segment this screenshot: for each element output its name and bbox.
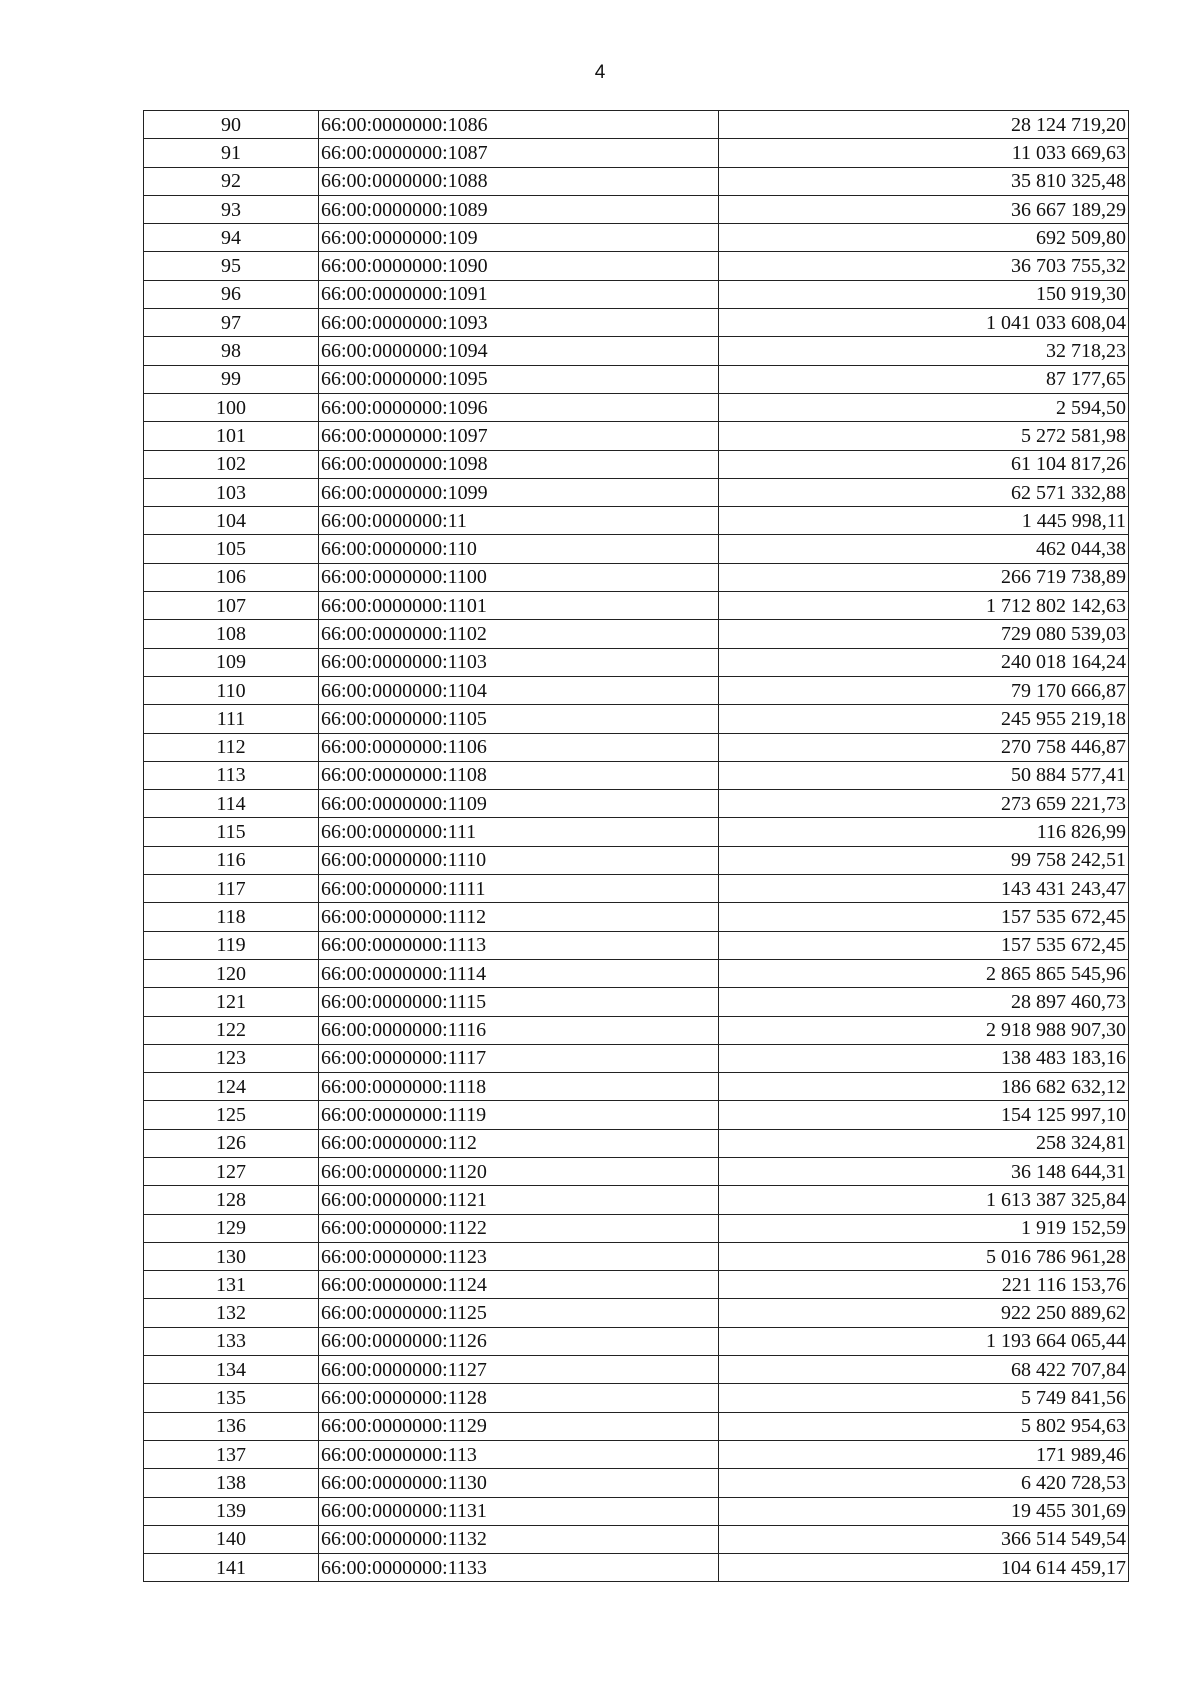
table-row (144, 1412, 1129, 1440)
cadastral-value-cell: 5 272 581,98 (719, 422, 1129, 450)
cadastral-number-cell: 66:00:0000000:1121 (319, 1186, 719, 1214)
cadastral-number-cell: 66:00:0000000:1108 (319, 761, 719, 789)
cadastral-value-cell: 186 682 632,12 (719, 1073, 1129, 1101)
cadastral-number-cell: 66:00:0000000:1114 (319, 959, 719, 987)
cadastral-value-cell: 50 884 577,41 (719, 761, 1129, 789)
cadastral-value-cell: 36 148 644,31 (719, 1157, 1129, 1185)
table-row (144, 1242, 1129, 1270)
row-number-cell: 115 (144, 818, 319, 846)
cadastral-number-cell: 66:00:0000000:1120 (319, 1157, 719, 1185)
cadastral-number-cell: 66:00:0000000:1126 (319, 1327, 719, 1355)
table-row (144, 818, 1129, 846)
cadastral-value-table (143, 110, 1129, 1582)
row-number-cell: 135 (144, 1384, 319, 1412)
cadastral-number-cell: 66:00:0000000:1101 (319, 592, 719, 620)
cadastral-number-cell: 66:00:0000000:1124 (319, 1271, 719, 1299)
cadastral-number-cell: 66:00:0000000:1118 (319, 1073, 719, 1101)
cadastral-number-cell: 66:00:0000000:1119 (319, 1101, 719, 1129)
row-number-cell: 133 (144, 1327, 319, 1355)
row-number-cell: 130 (144, 1242, 319, 1270)
row-number-cell: 126 (144, 1129, 319, 1157)
cadastral-value-cell: 1 712 802 142,63 (719, 592, 1129, 620)
row-number-cell: 107 (144, 592, 319, 620)
row-number-cell: 104 (144, 507, 319, 535)
cadastral-number-cell: 66:00:0000000:1091 (319, 280, 719, 308)
cadastral-number-cell: 66:00:0000000:1123 (319, 1242, 719, 1270)
row-number-cell: 111 (144, 705, 319, 733)
row-number-cell: 128 (144, 1186, 319, 1214)
cadastral-number-cell: 66:00:0000000:1132 (319, 1525, 719, 1553)
cadastral-number-cell: 66:00:0000000:1096 (319, 393, 719, 421)
cadastral-number-cell: 66:00:0000000:1122 (319, 1214, 719, 1242)
row-number-cell: 120 (144, 959, 319, 987)
cadastral-value-cell: 1 613 387 325,84 (719, 1186, 1129, 1214)
table-row (144, 535, 1129, 563)
cadastral-value-cell: 273 659 221,73 (719, 790, 1129, 818)
table-row (144, 875, 1129, 903)
cadastral-number-cell: 66:00:0000000:109 (319, 224, 719, 252)
row-number-cell: 109 (144, 648, 319, 676)
table-row (144, 1101, 1129, 1129)
page-number: 4 (594, 62, 606, 83)
row-number-cell: 118 (144, 903, 319, 931)
table-row (144, 1525, 1129, 1553)
row-number-cell: 92 (144, 167, 319, 195)
table-row (144, 988, 1129, 1016)
cadastral-number-cell: 66:00:0000000:1103 (319, 648, 719, 676)
cadastral-number-cell: 66:00:0000000:1100 (319, 563, 719, 591)
table-row (144, 450, 1129, 478)
cadastral-value-cell: 5 016 786 961,28 (719, 1242, 1129, 1270)
table-row (144, 620, 1129, 648)
cadastral-value-cell: 221 116 153,76 (719, 1271, 1129, 1299)
cadastral-value-cell: 28 124 719,20 (719, 111, 1129, 139)
cadastral-value-cell: 116 826,99 (719, 818, 1129, 846)
cadastral-number-cell: 66:00:0000000:1127 (319, 1356, 719, 1384)
table-row (144, 195, 1129, 223)
cadastral-value-cell: 19 455 301,69 (719, 1497, 1129, 1525)
cadastral-number-cell: 66:00:0000000:1102 (319, 620, 719, 648)
table-row (144, 309, 1129, 337)
row-number-cell: 102 (144, 450, 319, 478)
cadastral-number-cell: 66:00:0000000:112 (319, 1129, 719, 1157)
cadastral-value-cell: 62 571 332,88 (719, 478, 1129, 506)
row-number-cell: 96 (144, 280, 319, 308)
cadastral-value-cell: 2 918 988 907,30 (719, 1016, 1129, 1044)
table-row (144, 252, 1129, 280)
cadastral-value-cell: 366 514 549,54 (719, 1525, 1129, 1553)
row-number-cell: 117 (144, 875, 319, 903)
cadastral-number-cell: 66:00:0000000:1106 (319, 733, 719, 761)
cadastral-value-cell: 143 431 243,47 (719, 875, 1129, 903)
table-row (144, 846, 1129, 874)
cadastral-value-cell: 270 758 446,87 (719, 733, 1129, 761)
table-row (144, 224, 1129, 252)
row-number-cell: 119 (144, 931, 319, 959)
row-number-cell: 124 (144, 1073, 319, 1101)
table-row (144, 422, 1129, 450)
cadastral-number-cell: 66:00:0000000:111 (319, 818, 719, 846)
cadastral-number-cell: 66:00:0000000:1111 (319, 875, 719, 903)
cadastral-number-cell: 66:00:0000000:1095 (319, 365, 719, 393)
row-number-cell: 134 (144, 1356, 319, 1384)
table-row (144, 139, 1129, 167)
table-row (144, 1469, 1129, 1497)
cadastral-value-cell: 171 989,46 (719, 1440, 1129, 1468)
cadastral-value-cell: 154 125 997,10 (719, 1101, 1129, 1129)
cadastral-value-cell: 240 018 164,24 (719, 648, 1129, 676)
cadastral-number-cell: 66:00:0000000:1105 (319, 705, 719, 733)
table-row (144, 1044, 1129, 1072)
cadastral-value-cell: 1 193 664 065,44 (719, 1327, 1129, 1355)
table-row (144, 1497, 1129, 1525)
row-number-cell: 108 (144, 620, 319, 648)
table-row (144, 1073, 1129, 1101)
table-row (144, 167, 1129, 195)
cadastral-value-cell: 138 483 183,16 (719, 1044, 1129, 1072)
table-body (144, 111, 1129, 1582)
row-number-cell: 116 (144, 846, 319, 874)
cadastral-number-cell: 66:00:0000000:1109 (319, 790, 719, 818)
table-row (144, 592, 1129, 620)
table-row (144, 676, 1129, 704)
table-row (144, 1327, 1129, 1355)
cadastral-value-cell: 729 080 539,03 (719, 620, 1129, 648)
row-number-cell: 131 (144, 1271, 319, 1299)
cadastral-number-cell: 66:00:0000000:1116 (319, 1016, 719, 1044)
cadastral-number-cell: 66:00:0000000:1128 (319, 1384, 719, 1412)
cadastral-value-cell: 32 718,23 (719, 337, 1129, 365)
row-number-cell: 140 (144, 1525, 319, 1553)
row-number-cell: 97 (144, 309, 319, 337)
row-number-cell: 132 (144, 1299, 319, 1327)
cadastral-value-cell: 79 170 666,87 (719, 676, 1129, 704)
cadastral-number-cell: 66:00:0000000:1117 (319, 1044, 719, 1072)
row-number-cell: 129 (144, 1214, 319, 1242)
cadastral-number-cell: 66:00:0000000:1125 (319, 1299, 719, 1327)
row-number-cell: 127 (144, 1157, 319, 1185)
cadastral-number-cell: 66:00:0000000:1110 (319, 846, 719, 874)
row-number-cell: 93 (144, 195, 319, 223)
cadastral-value-cell: 462 044,38 (719, 535, 1129, 563)
row-number-cell: 122 (144, 1016, 319, 1044)
cadastral-number-cell: 66:00:0000000:1104 (319, 676, 719, 704)
cadastral-value-cell: 87 177,65 (719, 365, 1129, 393)
table-row (144, 563, 1129, 591)
cadastral-number-cell: 66:00:0000000:110 (319, 535, 719, 563)
row-number-cell: 141 (144, 1554, 319, 1582)
cadastral-value-cell: 2 594,50 (719, 393, 1129, 421)
table-row (144, 1016, 1129, 1044)
cadastral-number-cell: 66:00:0000000:1131 (319, 1497, 719, 1525)
cadastral-number-cell: 66:00:0000000:1129 (319, 1412, 719, 1440)
table-row (144, 790, 1129, 818)
cadastral-value-cell: 922 250 889,62 (719, 1299, 1129, 1327)
cadastral-number-cell: 66:00:0000000:1086 (319, 111, 719, 139)
table-row (144, 1554, 1129, 1582)
cadastral-number-cell: 66:00:0000000:1094 (319, 337, 719, 365)
row-number-cell: 103 (144, 478, 319, 506)
cadastral-value-cell: 36 667 189,29 (719, 195, 1129, 223)
row-number-cell: 95 (144, 252, 319, 280)
row-number-cell: 110 (144, 676, 319, 704)
cadastral-number-cell: 66:00:0000000:1112 (319, 903, 719, 931)
row-number-cell: 123 (144, 1044, 319, 1072)
cadastral-number-cell: 66:00:0000000:1133 (319, 1554, 719, 1582)
cadastral-value-cell: 266 719 738,89 (719, 563, 1129, 591)
row-number-cell: 136 (144, 1412, 319, 1440)
cadastral-value-cell: 1 445 998,11 (719, 507, 1129, 535)
row-number-cell: 99 (144, 365, 319, 393)
table-row (144, 1356, 1129, 1384)
cadastral-number-cell: 66:00:0000000:1113 (319, 931, 719, 959)
row-number-cell: 90 (144, 111, 319, 139)
table-row (144, 1440, 1129, 1468)
cadastral-value-cell: 104 614 459,17 (719, 1554, 1129, 1582)
cadastral-number-cell: 66:00:0000000:1088 (319, 167, 719, 195)
table-row (144, 393, 1129, 421)
cadastral-number-cell: 66:00:0000000:1115 (319, 988, 719, 1016)
cadastral-value-cell: 2 865 865 545,96 (719, 959, 1129, 987)
cadastral-value-cell: 11 033 669,63 (719, 139, 1129, 167)
table-row (144, 761, 1129, 789)
table-row (144, 1157, 1129, 1185)
table-row (144, 705, 1129, 733)
table-row (144, 1186, 1129, 1214)
table-row (144, 1271, 1129, 1299)
cadastral-value-cell: 61 104 817,26 (719, 450, 1129, 478)
cadastral-value-cell: 5 802 954,63 (719, 1412, 1129, 1440)
row-number-cell: 114 (144, 790, 319, 818)
cadastral-value-cell: 5 749 841,56 (719, 1384, 1129, 1412)
table-row (144, 1299, 1129, 1327)
table-row (144, 903, 1129, 931)
cadastral-value-cell: 245 955 219,18 (719, 705, 1129, 733)
cadastral-number-cell: 66:00:0000000:1098 (319, 450, 719, 478)
table-row (144, 1384, 1129, 1412)
cadastral-value-cell: 1 041 033 608,04 (719, 309, 1129, 337)
cadastral-value-cell: 28 897 460,73 (719, 988, 1129, 1016)
cadastral-number-cell: 66:00:0000000:1093 (319, 309, 719, 337)
cadastral-value-cell: 68 422 707,84 (719, 1356, 1129, 1384)
cadastral-number-cell: 66:00:0000000:1089 (319, 195, 719, 223)
cadastral-value-cell: 6 420 728,53 (719, 1469, 1129, 1497)
cadastral-number-cell: 66:00:0000000:1090 (319, 252, 719, 280)
cadastral-number-cell: 66:00:0000000:1087 (319, 139, 719, 167)
table-row (144, 648, 1129, 676)
cadastral-value-cell: 1 919 152,59 (719, 1214, 1129, 1242)
table-row (144, 111, 1129, 139)
row-number-cell: 101 (144, 422, 319, 450)
cadastral-value-cell: 36 703 755,32 (719, 252, 1129, 280)
row-number-cell: 106 (144, 563, 319, 591)
cadastral-value-cell: 150 919,30 (719, 280, 1129, 308)
cadastral-value-cell: 157 535 672,45 (719, 931, 1129, 959)
table-row (144, 959, 1129, 987)
table-row (144, 365, 1129, 393)
cadastral-number-cell: 66:00:0000000:1097 (319, 422, 719, 450)
cadastral-number-cell: 66:00:0000000:113 (319, 1440, 719, 1468)
row-number-cell: 138 (144, 1469, 319, 1497)
cadastral-value-cell: 99 758 242,51 (719, 846, 1129, 874)
row-number-cell: 94 (144, 224, 319, 252)
row-number-cell: 137 (144, 1440, 319, 1468)
cadastral-number-cell: 66:00:0000000:1099 (319, 478, 719, 506)
row-number-cell: 125 (144, 1101, 319, 1129)
cadastral-value-cell: 258 324,81 (719, 1129, 1129, 1157)
table-row (144, 507, 1129, 535)
table-row (144, 280, 1129, 308)
row-number-cell: 100 (144, 393, 319, 421)
row-number-cell: 113 (144, 761, 319, 789)
cadastral-number-cell: 66:00:0000000:1130 (319, 1469, 719, 1497)
row-number-cell: 91 (144, 139, 319, 167)
row-number-cell: 112 (144, 733, 319, 761)
row-number-cell: 98 (144, 337, 319, 365)
table-row (144, 931, 1129, 959)
table-row (144, 1214, 1129, 1242)
cadastral-value-cell: 157 535 672,45 (719, 903, 1129, 931)
table-row (144, 478, 1129, 506)
row-number-cell: 121 (144, 988, 319, 1016)
cadastral-value-cell: 692 509,80 (719, 224, 1129, 252)
table-row (144, 1129, 1129, 1157)
row-number-cell: 139 (144, 1497, 319, 1525)
table-row (144, 733, 1129, 761)
cadastral-value-cell: 35 810 325,48 (719, 167, 1129, 195)
table-row (144, 337, 1129, 365)
row-number-cell: 105 (144, 535, 319, 563)
cadastral-number-cell: 66:00:0000000:11 (319, 507, 719, 535)
